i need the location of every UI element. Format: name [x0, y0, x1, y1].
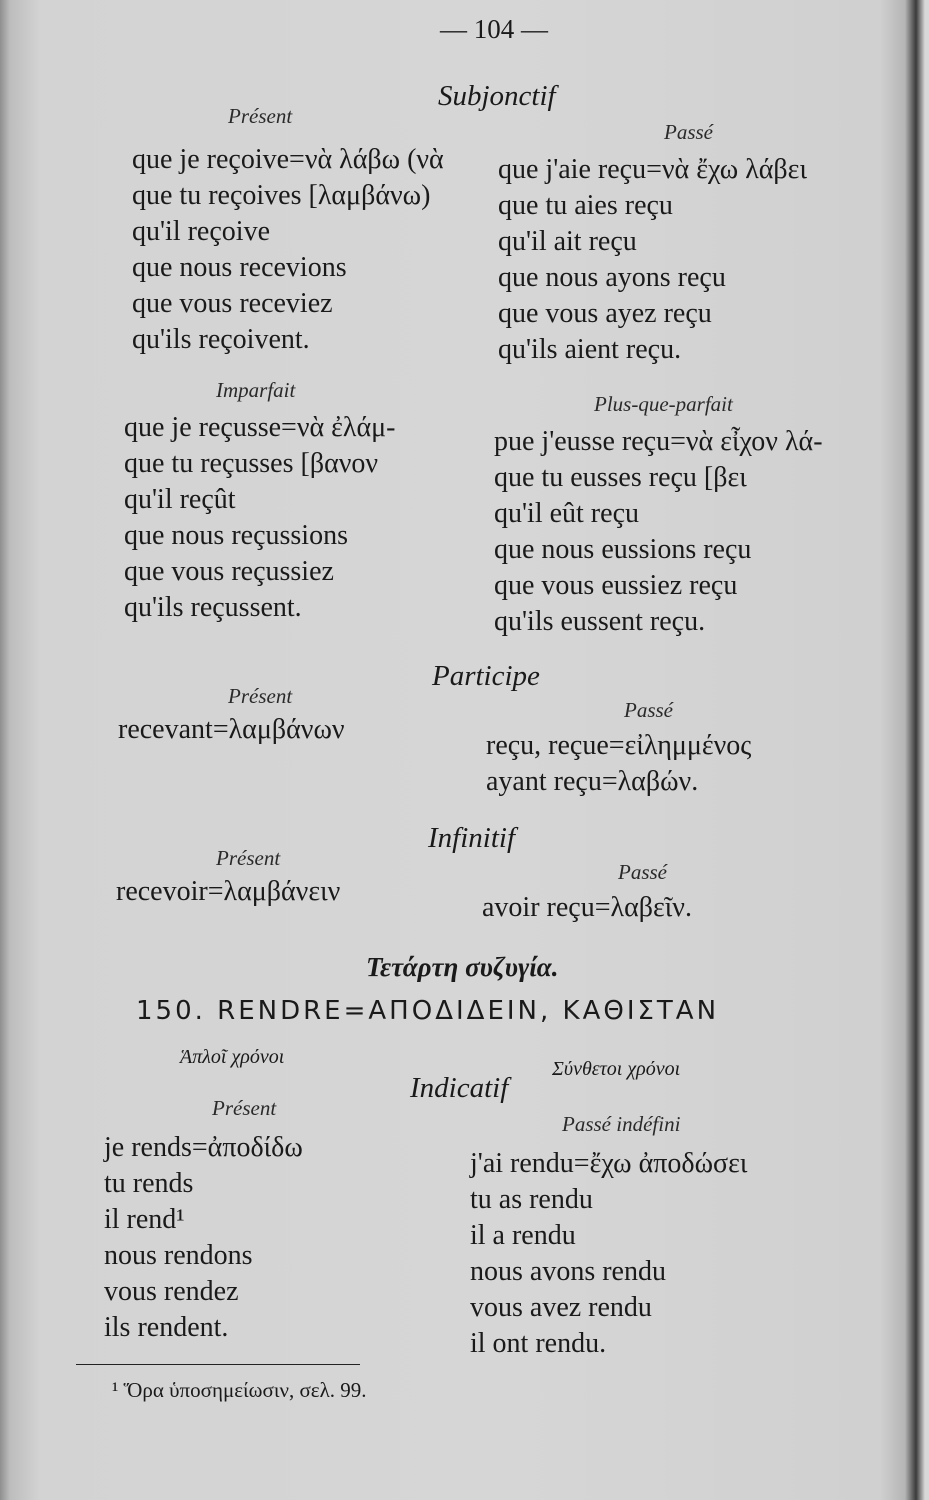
label-present-participe: Présent [228, 684, 293, 708]
section-title-subjonctif: Subjonctif [438, 80, 556, 112]
label-passe-participe: Passé [624, 698, 673, 722]
conjugation-line: que nous recevions [132, 252, 347, 283]
compound-tenses-label: Σύνθετοι χρόνοι [552, 1058, 681, 1080]
conjugation-line: reçu, reçue=εἰλημμένος [486, 730, 752, 761]
conjugation-line: qu'ils eussent reçu. [494, 606, 706, 637]
conjugation-line: vous rendez [104, 1276, 239, 1307]
participe-present: recevant=λαμβάνων [118, 714, 345, 745]
conjugation-line: que vous reçussiez [124, 556, 334, 587]
conjugation-line: que j'aie reçu=νὰ ἔχω λάβει [498, 154, 807, 185]
conjugation-line: que je reçoive=νὰ λάβω (νὰ [132, 144, 444, 175]
subjonctif-imparfait-list [124, 410, 396, 626]
conjugation-line: que tu reçoives [λαμβάνω) [132, 180, 431, 211]
conjugation-line: tu as rendu [470, 1184, 593, 1215]
verb-title: 150. RENDRE=ΑΠΟΔΙΔΕΙΝ, ΚΑΘΙΣΤΑΝ [136, 996, 720, 1026]
simple-tenses-label: Ἁπλοῖ χρόνοι [180, 1046, 285, 1068]
label-passe-indefini: Passé indéfini [562, 1112, 681, 1136]
conjugation-line: il rend¹ [104, 1204, 185, 1235]
label-passe-infinitif: Passé [618, 860, 667, 884]
conjugation-heading: Τετάρτη συζυγία. [366, 952, 559, 982]
conjugation-line: que je reçusse=νὰ ἐλάμ- [124, 412, 396, 443]
footnote: ¹ Ὅρα ὑποσημείωσιν, σελ. 99. [112, 1378, 367, 1402]
indicatif-present-list [104, 1130, 303, 1346]
label-present-subjonctif: Présent [228, 104, 293, 128]
conjugation-line: que vous eussiez reçu [494, 570, 738, 601]
subjonctif-plus-que-parfait-list [494, 424, 823, 640]
subjonctif-passe-list [498, 152, 807, 368]
conjugation-line: vous avez rendu [470, 1292, 652, 1323]
section-title-infinitif: Infinitif [428, 822, 515, 854]
conjugation-line: tu rends [104, 1168, 194, 1199]
conjugation-line: que tu eusses reçu [βει [494, 462, 747, 493]
conjugation-line: pue j'eusse reçu=νὰ εἶχον λά- [494, 426, 823, 457]
conjugation-line: je rends=ἀποδίδω [104, 1132, 303, 1163]
page-number: — 104 — [440, 14, 548, 44]
conjugation-line: qu'il eût reçu [494, 498, 639, 529]
conjugation-line: que tu reçusses [βανον [124, 448, 379, 479]
subjonctif-present-list [132, 142, 444, 358]
participe-passe-list [486, 728, 751, 800]
label-present-infinitif: Présent [216, 846, 281, 870]
conjugation-line: que nous reçussions [124, 520, 348, 551]
section-title-indicatif: Indicatif [410, 1072, 509, 1104]
label-imparfait: Imparfait [216, 378, 296, 402]
conjugation-line: que vous ayez reçu [498, 298, 712, 329]
conjugation-line: ayant reçu=λαβών. [486, 766, 699, 797]
conjugation-line: que tu aies reçu [498, 190, 673, 221]
label-passe-subjonctif: Passé [664, 120, 713, 144]
conjugation-line: ils rendent. [104, 1312, 229, 1343]
conjugation-line: qu'ils reçussent. [124, 592, 302, 623]
conjugation-line: nous rendons [104, 1240, 253, 1271]
conjugation-line: que nous eussions reçu [494, 534, 752, 565]
infinitif-passe: avoir reçu=λαβεῖν. [482, 892, 692, 923]
section-title-participe: Participe [432, 660, 540, 692]
conjugation-line: il ont rendu. [470, 1328, 607, 1359]
conjugation-line: que vous receviez [132, 288, 333, 319]
conjugation-line: il a rendu [470, 1220, 576, 1251]
label-plus-que-parfait: Plus-que-parfait [594, 392, 733, 416]
conjugation-line: qu'ils aient reçu. [498, 334, 682, 365]
infinitif-present: recevoir=λαμβάνειν [116, 876, 341, 907]
conjugation-line: qu'il reçût [124, 484, 236, 515]
conjugation-line: qu'il ait reçu [498, 226, 637, 257]
footnote-rule [76, 1364, 360, 1365]
conjugation-line: nous avons rendu [470, 1256, 666, 1287]
conjugation-line: qu'il reçoive [132, 216, 270, 247]
label-present-indicatif: Présent [212, 1096, 277, 1120]
conjugation-line: que nous ayons reçu [498, 262, 726, 293]
conjugation-line: j'ai rendu=ἔχω ἀποδώσει [470, 1148, 748, 1179]
indicatif-passe-list [470, 1146, 747, 1362]
conjugation-line: qu'ils reçoivent. [132, 324, 310, 355]
